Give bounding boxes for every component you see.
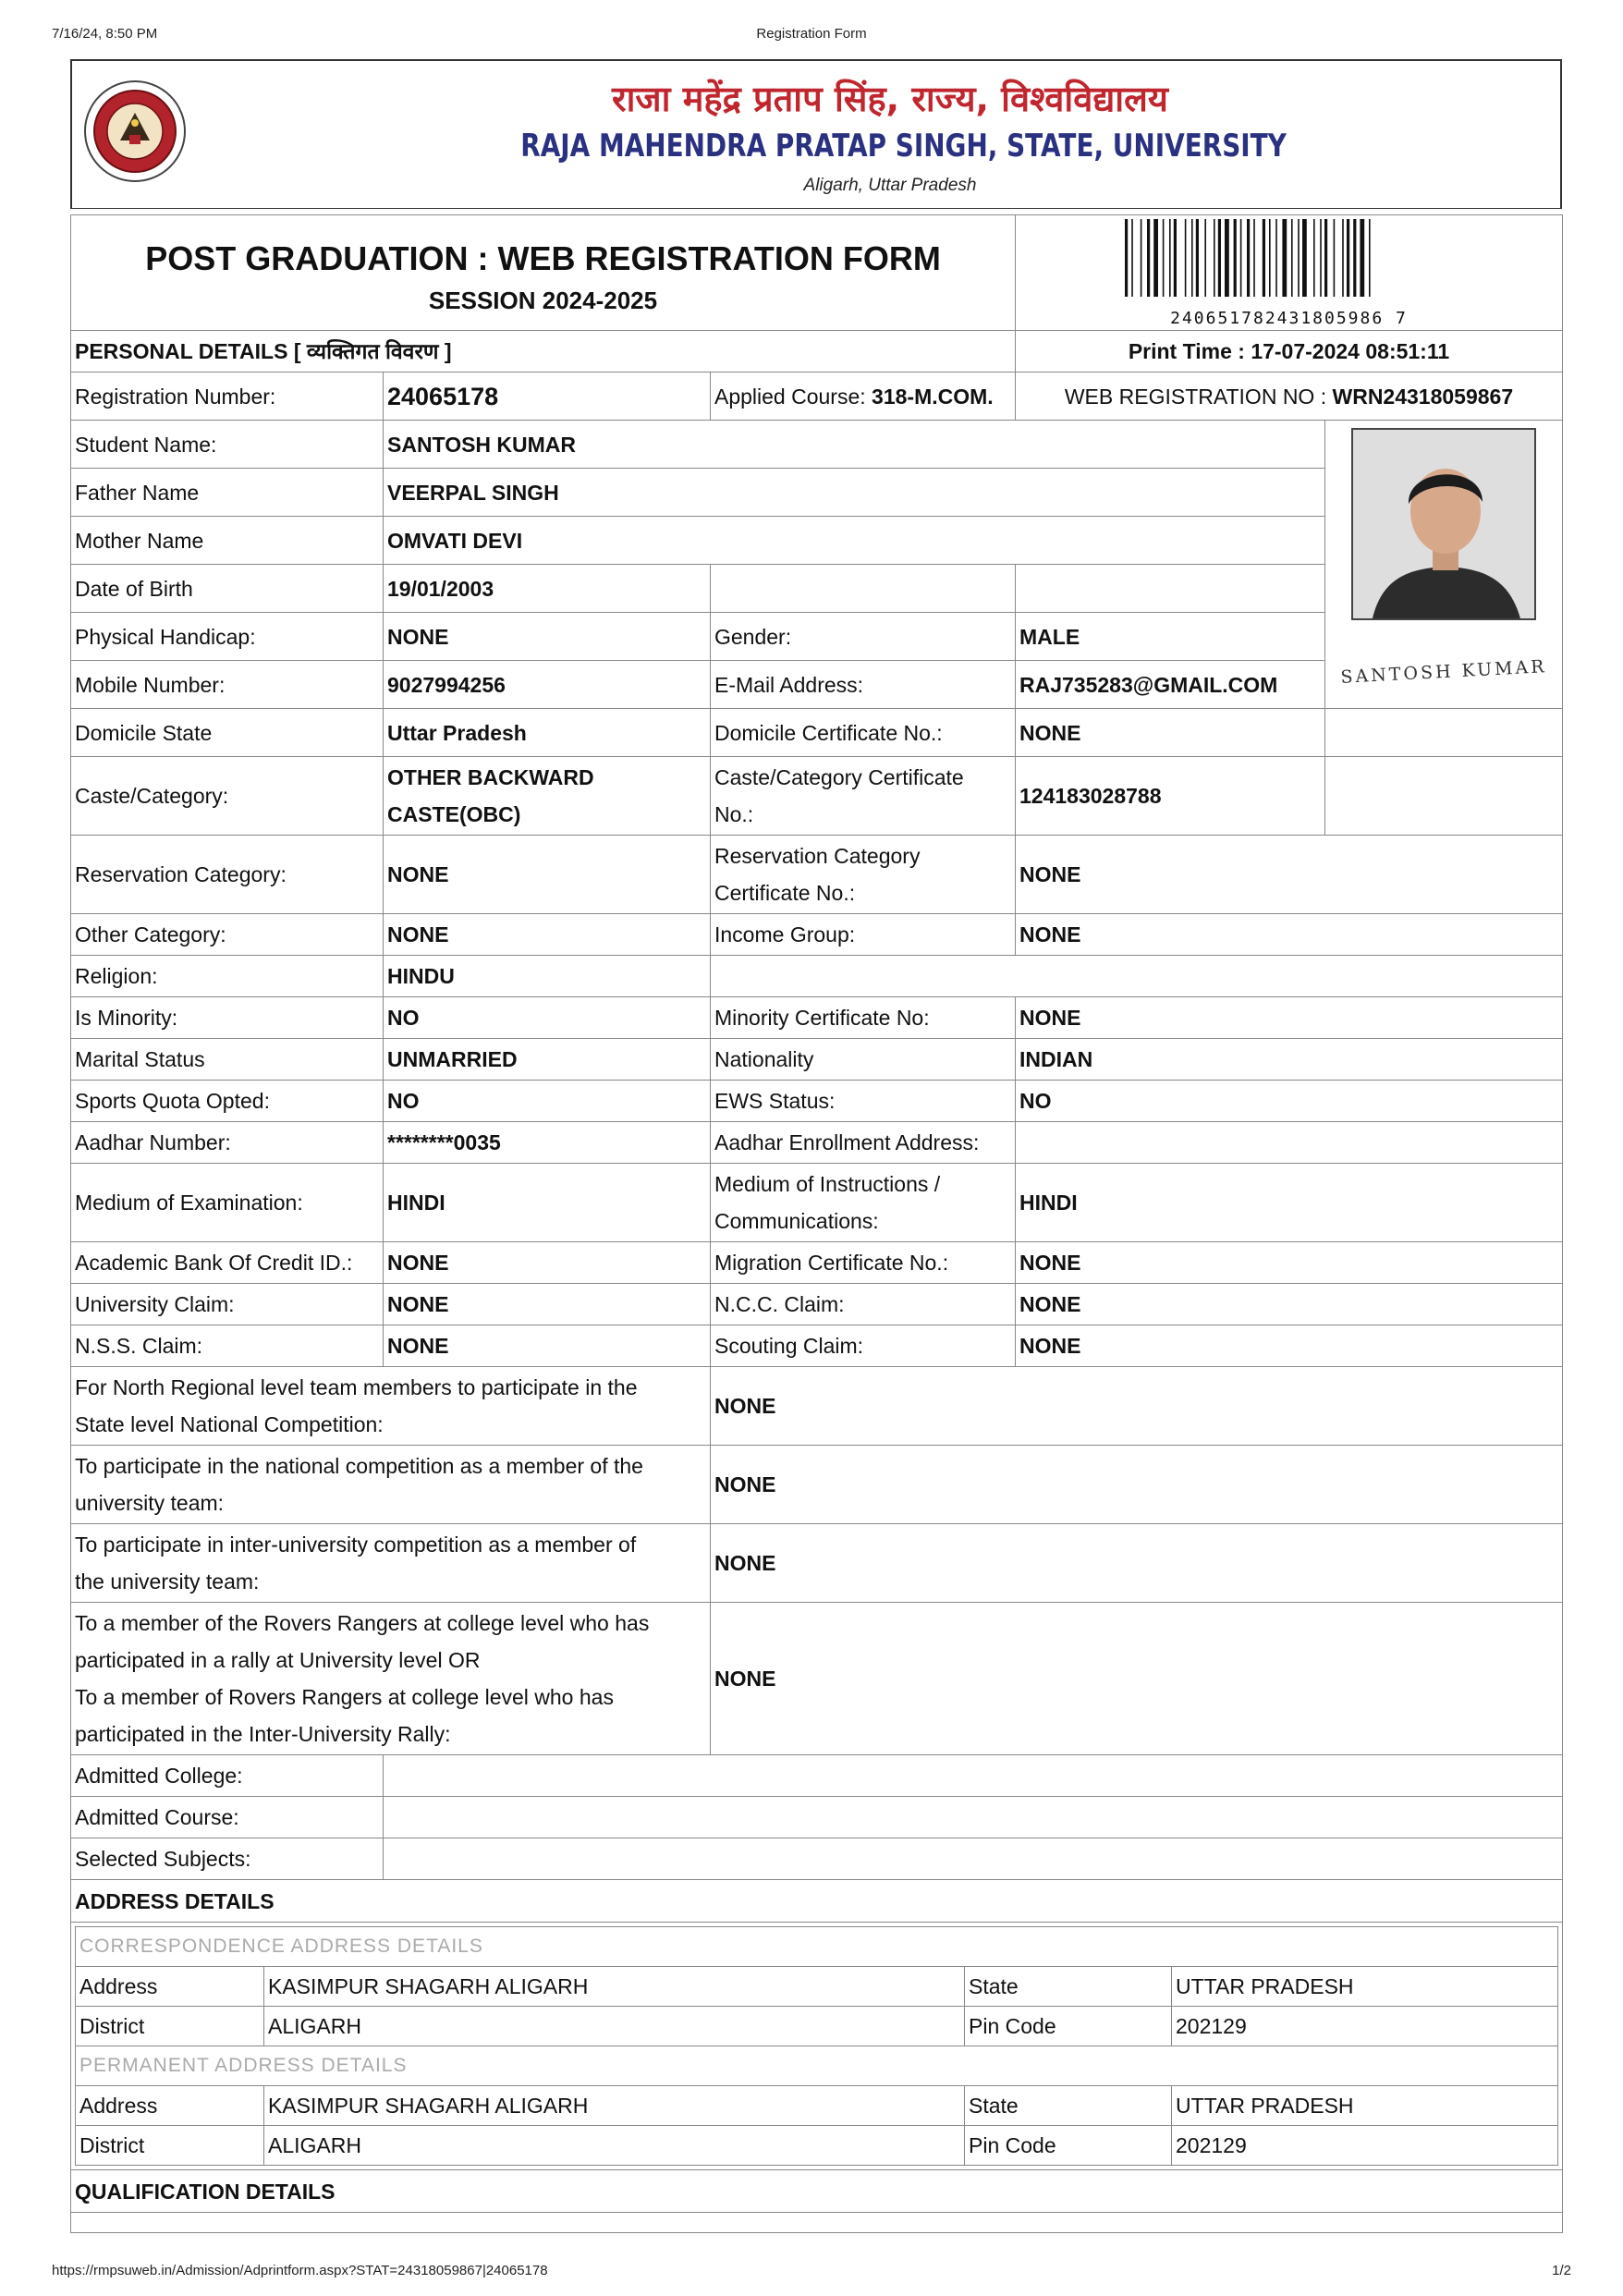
domicile-certificate: NONE (1016, 709, 1325, 757)
student-photo (1351, 428, 1536, 620)
abc-label: Academic Bank Of Credit ID.: (71, 1242, 384, 1284)
university-name-english: RAJA MAHENDRA PRATAP SINGH, STATE, UNIVERSITY (520, 128, 1287, 165)
ncc-label: N.C.C. Claim: (711, 1284, 1016, 1325)
rovers-label-line-3: To a member of Rovers Rangers at college level who has (75, 1685, 614, 1709)
admitted-college-label: Admitted College: (71, 1755, 384, 1797)
university-claim: NONE (384, 1284, 711, 1325)
religion: HINDU (384, 956, 711, 997)
perm-state: UTTAR PRADESH (1172, 2086, 1558, 2126)
domicile-cert-label: Domicile Certificate No.: (711, 709, 1016, 757)
marital-label: Marital Status (71, 1039, 384, 1081)
medium-instruction-label-line-1: Medium of Instructions / (714, 1172, 941, 1196)
student-portrait-icon (1353, 430, 1536, 620)
empty-cell (1016, 565, 1325, 613)
reservation-category: NONE (384, 836, 711, 914)
medium-exam-label: Medium of Examination: (71, 1164, 384, 1242)
reservation-certificate: NONE (1016, 836, 1563, 914)
perm-state-label: State (965, 2086, 1172, 2126)
physical-handicap: NONE (384, 613, 711, 661)
date-of-birth: 19/01/2003 (384, 565, 711, 613)
medium-of-examination: HINDI (384, 1164, 711, 1242)
minority-cert-label: Minority Certificate No: (711, 997, 1016, 1039)
aadhar-label: Aadhar Number: (71, 1122, 384, 1164)
handicap-label: Physical Handicap: (71, 613, 384, 661)
print-page-number: 1/2 (1552, 2263, 1571, 2278)
sports-quota: NO (384, 1081, 711, 1122)
minority-label: Is Minority: (71, 997, 384, 1039)
ews-label: EWS Status: (711, 1081, 1016, 1122)
corr-pincode-label: Pin Code (965, 2007, 1172, 2046)
north-regional-label (71, 1367, 711, 1446)
registration-number: 24065178 (384, 372, 711, 421)
perm-district: ALIGARH (264, 2126, 965, 2166)
north-regional-label-line-2: State level National Competition: (75, 1412, 384, 1436)
rovers-rangers-label (71, 1603, 711, 1755)
corr-address: KASIMPUR SHAGARH ALIGARH (264, 1967, 965, 2007)
barcode-cell (1016, 215, 1563, 331)
corr-state: UTTAR PRADESH (1172, 1967, 1558, 2007)
student-name-label: Student Name: (71, 421, 384, 469)
medium-instruction-label (711, 1164, 1016, 1242)
address-table (75, 1926, 1558, 2166)
national-competition-label (71, 1446, 711, 1524)
print-time: Print Time : 17-07-2024 08:51:11 (1016, 331, 1563, 372)
barcode-number: 240651782431805986 7 (1170, 309, 1408, 328)
registration-form (70, 214, 1562, 2233)
national-competition-label-line-1: To participate in the national competition as a member of the (75, 1454, 643, 1478)
corr-district-label: District (76, 2007, 264, 2046)
other-category: NONE (384, 914, 711, 956)
rovers-label-line-2: participated in a rally at University level OR (75, 1648, 481, 1672)
admitted-course (384, 1797, 1563, 1838)
other-category-label: Other Category: (71, 914, 384, 956)
caste-line-2: CASTE(OBC) (387, 802, 521, 826)
perm-address-label: Address (76, 2086, 264, 2126)
mother-name-label: Mother Name (71, 517, 384, 565)
academic-bank-credit-id: NONE (384, 1242, 711, 1284)
empty-cell (1325, 757, 1563, 836)
print-datetime: 7/16/24, 8:50 PM (52, 26, 158, 42)
perm-pincode: 202129 (1172, 2126, 1558, 2166)
nss-claim: NONE (384, 1325, 711, 1367)
print-footer (52, 2263, 1571, 2283)
aadhar-address (1016, 1122, 1563, 1164)
barcode-icon (1123, 217, 1456, 299)
qualification-details-body (71, 2213, 1563, 2233)
empty-cell (1325, 709, 1563, 757)
print-url: https://rmpsuweb.in/Admission/Adprintform.aspx?STAT=24318059867|24065178 (52, 2263, 548, 2278)
nationality-label: Nationality (711, 1039, 1016, 1081)
reservation-cert-label-line-2: Certificate No.: (714, 881, 856, 905)
email-label: E-Mail Address: (711, 661, 1016, 709)
sports-label: Sports Quota Opted: (71, 1081, 384, 1122)
scouting-label: Scouting Claim: (711, 1325, 1016, 1367)
rovers-rangers: NONE (711, 1603, 1563, 1755)
mobile-label: Mobile Number: (71, 661, 384, 709)
rovers-label-line-1: To a member of the Rovers Rangers at college level who has (75, 1611, 650, 1635)
empty-cell (711, 565, 1016, 613)
income-group-label: Income Group: (711, 914, 1016, 956)
perm-pincode-label: Pin Code (965, 2126, 1172, 2166)
registration-number-label: Registration Number: (71, 372, 384, 421)
ews-status: NO (1016, 1081, 1563, 1122)
marital-status: UNMARRIED (384, 1039, 711, 1081)
applied-course-cell (711, 372, 1016, 421)
caste-line-1: OTHER BACKWARD (387, 765, 594, 789)
national-competition: NONE (711, 1446, 1563, 1524)
univ-claim-label: University Claim: (71, 1284, 384, 1325)
mobile-number: 9027994256 (384, 661, 711, 709)
personal-details-table (70, 214, 1563, 2233)
caste-cert-label-line-2: No.: (714, 802, 754, 826)
web-registration-label: WEB REGISTRATION NO : (1064, 384, 1327, 409)
photo-signature-cell (1325, 421, 1563, 709)
applied-course: 318-M.COM. (872, 384, 994, 409)
inter-university-label-line-1: To participate in inter-university competition as a member of (75, 1533, 637, 1557)
gender: MALE (1016, 613, 1325, 661)
perm-district-label: District (76, 2126, 264, 2166)
print-page-title: Registration Form (756, 26, 867, 42)
correspondence-heading: CORRESPONDENCE ADDRESS DETAILS (76, 1927, 1558, 1967)
north-regional-label-line-1: For North Regional level team members to participate in the (75, 1375, 638, 1399)
north-regional: NONE (711, 1367, 1563, 1446)
university-header (70, 59, 1562, 209)
form-title-cell (71, 215, 1016, 331)
caste-cert-label (711, 757, 1016, 836)
university-name-hindi: राजा महेंद्र प्रताप सिंह, राज्य, विश्वविद्यालय (612, 79, 1168, 119)
aadhar-address-label: Aadhar Enrollment Address: (711, 1122, 1016, 1164)
personal-details-heading: PERSONAL DETAILS [ व्यक्तिगत विवरण ] (71, 331, 1016, 372)
inter-university-label-line-2: the university team: (75, 1569, 260, 1594)
address-details-cell (71, 1923, 1563, 2170)
nss-label: N.S.S. Claim: (71, 1325, 384, 1367)
gender-label: Gender: (711, 613, 1016, 661)
corr-state-label: State (965, 1967, 1172, 2007)
minority-certificate: NONE (1016, 997, 1563, 1039)
nationality: INDIAN (1016, 1039, 1563, 1081)
student-name: SANTOSH KUMAR (384, 421, 1325, 469)
caste-cert-label-line-1: Caste/Category Certificate (714, 765, 964, 789)
admitted-course-label: Admitted Course: (71, 1797, 384, 1838)
father-name-label: Father Name (71, 469, 384, 517)
domicile-state-label: Domicile State (71, 709, 384, 757)
caste-label: Caste/Category: (71, 757, 384, 836)
corr-district: ALIGARH (264, 2007, 965, 2046)
applied-course-label: Applied Course: (714, 384, 866, 409)
selected-subjects-label: Selected Subjects: (71, 1838, 384, 1880)
migration-certificate: NONE (1016, 1242, 1563, 1284)
caste-category (384, 757, 711, 836)
scouting-claim: NONE (1016, 1325, 1563, 1367)
corr-pincode: 202129 (1172, 2007, 1558, 2046)
caste-certificate: 124183028788 (1016, 757, 1325, 836)
admitted-college (384, 1755, 1563, 1797)
is-minority: NO (384, 997, 711, 1039)
web-registration-number: WRN24318059867 (1332, 384, 1514, 409)
reservation-cert-label (711, 836, 1016, 914)
student-signature: SANTOSH KUMAR (1339, 656, 1548, 688)
national-competition-label-line-2: university team: (75, 1491, 225, 1515)
domicile-state: Uttar Pradesh (384, 709, 711, 757)
reservation-cert-label-line-1: Reservation Category (714, 844, 921, 868)
inter-university-label (71, 1524, 711, 1603)
address-details-heading: ADDRESS DETAILS (71, 1880, 1563, 1923)
empty-cell (711, 956, 1563, 997)
perm-address: KASIMPUR SHAGARH ALIGARH (264, 2086, 965, 2126)
rovers-label-line-4: participated in the Inter-University Rally: (75, 1722, 451, 1746)
inter-university: NONE (711, 1524, 1563, 1603)
aadhar-number: ********0035 (384, 1122, 711, 1164)
email-address: RAJ735283@GMAIL.COM (1016, 661, 1325, 709)
qualification-details-heading: QUALIFICATION DETAILS (71, 2170, 1563, 2213)
migration-label: Migration Certificate No.: (711, 1242, 1016, 1284)
form-session: SESSION 2024-2025 (428, 287, 658, 314)
mother-name: OMVATI DEVI (384, 517, 1325, 565)
reservation-label: Reservation Category: (71, 836, 384, 914)
university-location: Aligarh, Uttar Pradesh (803, 176, 977, 195)
dob-label: Date of Birth (71, 565, 384, 613)
selected-subjects (384, 1838, 1563, 1880)
medium-instruction-label-line-2: Communications: (714, 1209, 879, 1233)
corr-address-label: Address (76, 1967, 264, 2007)
web-registration-cell (1016, 372, 1563, 421)
medium-of-instruction: HINDI (1016, 1164, 1563, 1242)
income-group: NONE (1016, 914, 1563, 956)
religion-label: Religion: (71, 956, 384, 997)
form-title: POST GRADUATION : WEB REGISTRATION FORM (145, 239, 941, 277)
permanent-heading: PERMANENT ADDRESS DETAILS (76, 2046, 1558, 2086)
print-header (52, 26, 1571, 46)
ncc-claim: NONE (1016, 1284, 1563, 1325)
father-name: VEERPAL SINGH (384, 469, 1325, 517)
